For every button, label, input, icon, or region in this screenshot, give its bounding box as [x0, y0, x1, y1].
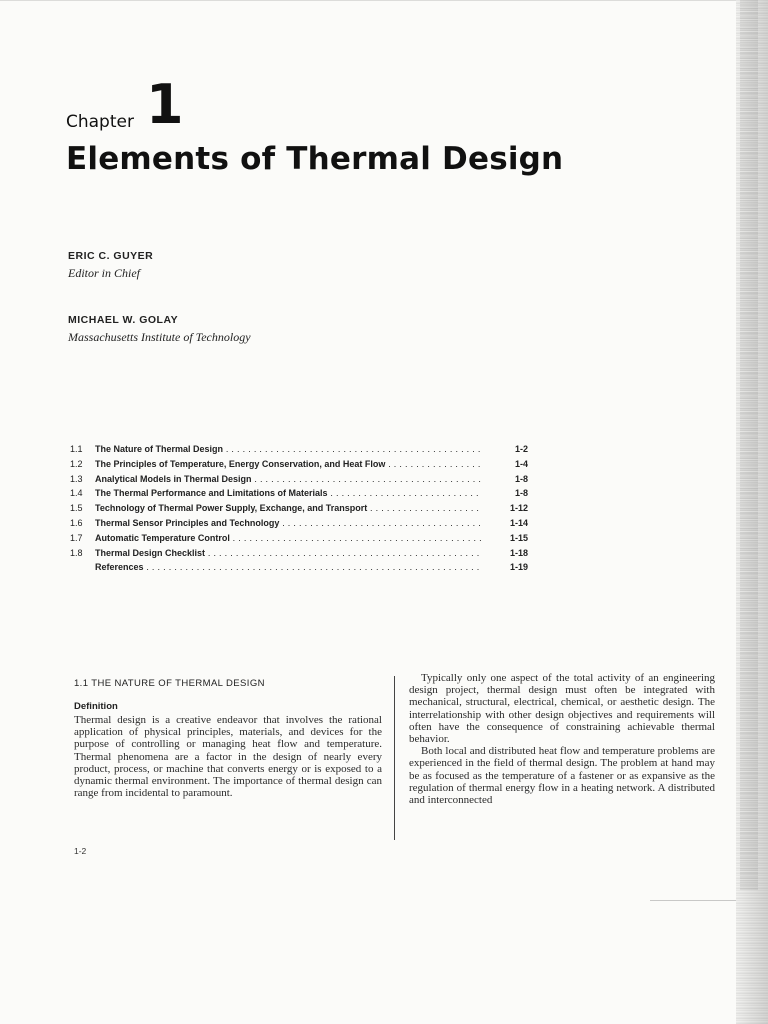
- toc-title: Technology of Thermal Power Supply, Exchange, and Transport . . .: [95, 503, 482, 513]
- author-name: ERIC C. GUYER: [68, 250, 154, 262]
- body-paragraph: Typically only one aspect of the total activity of an engineering design project, thermal design must often be integrated with mechanical, structural, electrical, chemical, or aesthetic design. The interrelationship with other design objectives and requirements will often have the consequence of constraining achievable thermal behavior.: [409, 672, 715, 746]
- author-block: [68, 250, 153, 281]
- toc-number: 1.2: [70, 458, 83, 469]
- scan-right-edge: [736, 0, 768, 1024]
- toc-entry: [70, 444, 528, 459]
- toc-number: 1.7: [70, 532, 83, 543]
- body-column-left: [74, 714, 382, 799]
- scan-bottom-mark: [650, 900, 736, 901]
- author-name: MICHAEL W. GOLAY: [68, 314, 179, 326]
- section-subheading: Definition: [74, 701, 118, 712]
- toc-title: Thermal Sensor Principles and Technology . . .: [95, 518, 482, 528]
- toc-page: 1-8: [514, 473, 528, 484]
- table-of-contents: [70, 444, 528, 577]
- toc-number: 1.3: [70, 473, 83, 484]
- toc-page: 1-8: [514, 488, 528, 499]
- author-affiliation: Editor in Chief: [68, 266, 140, 280]
- toc-entry: [70, 503, 528, 518]
- chapter-label: Chapter: [66, 112, 134, 132]
- toc-number: 1.8: [70, 547, 83, 558]
- toc-title: Analytical Models in Thermal Design . . .: [95, 474, 482, 484]
- toc-page: 1-2: [514, 444, 528, 454]
- toc-entry: [70, 474, 528, 489]
- toc-number: 1.6: [70, 517, 83, 528]
- toc-title: The Thermal Performance and Limitations of Materials . . .: [95, 488, 482, 498]
- toc-entry: [70, 562, 528, 577]
- toc-title: Automatic Temperature Control . . .: [95, 533, 482, 543]
- toc-entry: [70, 548, 528, 563]
- toc-entry: [70, 518, 528, 533]
- section-heading: 1.1 THE NATURE OF THERMAL DESIGN: [74, 678, 265, 689]
- author-affiliation: Massachusetts Institute of Technology: [68, 330, 251, 344]
- toc-page: 1-4: [514, 458, 528, 469]
- body-paragraph: Thermal design is a creative endeavor that involves the rational application of physical principles, materials, and devices for the purpose of controlling or managing heat flow and temperature. Thermal phenomena are a factor in the design of nearly every product, process, or machine that converts energy or is exposed to a dynamic thermal environment. The importance of thermal design can range from incidental to paramount.: [74, 714, 382, 800]
- toc-title: Thermal Design Checklist . . .: [95, 548, 482, 558]
- page-number: 1-2: [74, 846, 87, 856]
- toc-page: 1-19: [509, 562, 528, 573]
- toc-page: 1-14: [509, 517, 528, 528]
- toc-page: 1-18: [509, 547, 528, 558]
- toc-number: 1.5: [70, 503, 83, 514]
- author-block: [68, 314, 251, 345]
- toc-page: 1-15: [509, 532, 528, 543]
- toc-number: 1.4: [70, 488, 83, 499]
- toc-entry: [70, 488, 528, 503]
- scan-top-edge: [0, 0, 736, 1]
- toc-title: The Principles of Temperature, Energy Conservation, and Heat Flow . . .: [95, 459, 482, 469]
- toc-title: The Nature of Thermal Design . . .: [95, 444, 482, 454]
- chapter-title: Elements of Thermal Design: [66, 141, 564, 177]
- toc-number: 1.1: [70, 444, 83, 454]
- toc-entry: [70, 459, 528, 474]
- body-paragraph: Both local and distributed heat flow and temperature problems are experienced in the field of thermal design. The problem at hand may be as focused as the temperature of a fastener or as expansive as the regulation of thermal energy flow in a heating network. A distributed and interconnected: [409, 745, 715, 807]
- body-column-right: [409, 672, 715, 806]
- toc-title: References . . .: [95, 562, 482, 572]
- column-divider: [394, 676, 395, 840]
- chapter-number: 1: [146, 73, 184, 136]
- toc-entry: [70, 533, 528, 548]
- toc-page: 1-12: [509, 503, 528, 514]
